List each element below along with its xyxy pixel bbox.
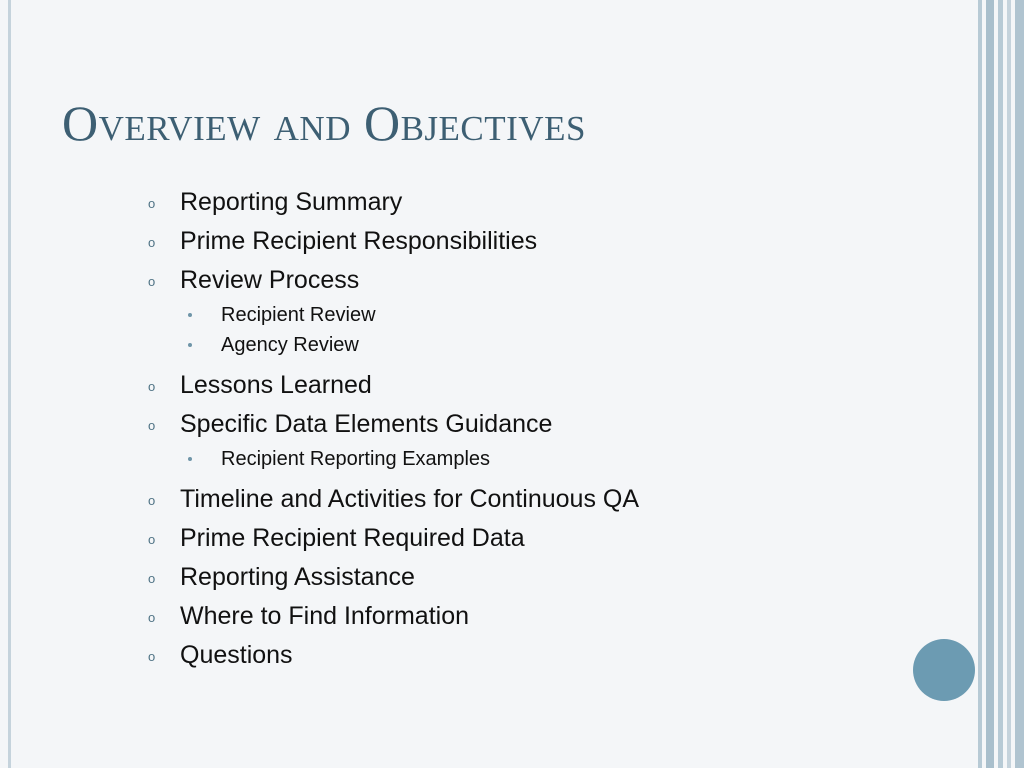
list-item [148,597,639,636]
sub-list-container [148,300,639,360]
bullet-marker-icon: o [148,493,156,508]
sub-list [148,444,639,474]
list-item [148,183,639,222]
bullet-marker-icon: o [148,196,156,211]
sub-list-item [148,330,639,360]
bullet-label: Questions [180,641,293,669]
bullet-label: Reporting Assistance [180,563,415,591]
bullet-marker-icon: o [148,649,156,664]
list-item [148,519,639,558]
list-item [148,405,639,444]
left-border-rule [8,0,11,768]
sub-bullet-dot-icon [188,457,192,461]
list-item [148,222,639,261]
list-item [148,558,639,597]
bullet-list [148,183,639,675]
right-edge-stripes [976,0,1024,768]
bullet-label: Where to Find Information [180,602,470,630]
bullet-label: Review Process [180,266,360,294]
bullet-marker-icon: o [148,274,156,289]
sub-list-container [148,444,639,474]
sub-bullet-label: Agency Review [221,334,359,356]
bullet-label: Prime Recipient Required Data [180,524,525,552]
bullet-marker-icon: o [148,532,156,547]
bullet-label: Lessons Learned [180,371,372,399]
sub-bullet-dot-icon [188,343,192,347]
bullet-label: Timeline and Activities for Continuous QA [180,485,640,513]
decorative-circle [913,639,975,701]
list-item [148,636,639,675]
bullet-label: Prime Recipient Responsibilities [180,227,538,255]
bullet-marker-icon: o [148,235,156,250]
sub-list-item [148,300,639,330]
bullet-marker-icon: o [148,418,156,433]
bullet-label: Reporting Summary [180,188,403,216]
bullet-marker-icon: o [148,379,156,394]
sub-list [148,300,639,360]
slide-title: Overview and Objectives [62,95,586,151]
list-item [148,366,639,405]
sub-list-item [148,444,639,474]
bullet-label: Specific Data Elements Guidance [180,410,553,438]
list-item [148,261,639,300]
sub-bullet-label: Recipient Reporting Examples [221,448,491,470]
bullet-marker-icon: o [148,571,156,586]
sub-bullet-label: Recipient Review [221,304,376,326]
bullet-marker-icon: o [148,610,156,625]
list-item [148,480,639,519]
sub-bullet-dot-icon [188,313,192,317]
